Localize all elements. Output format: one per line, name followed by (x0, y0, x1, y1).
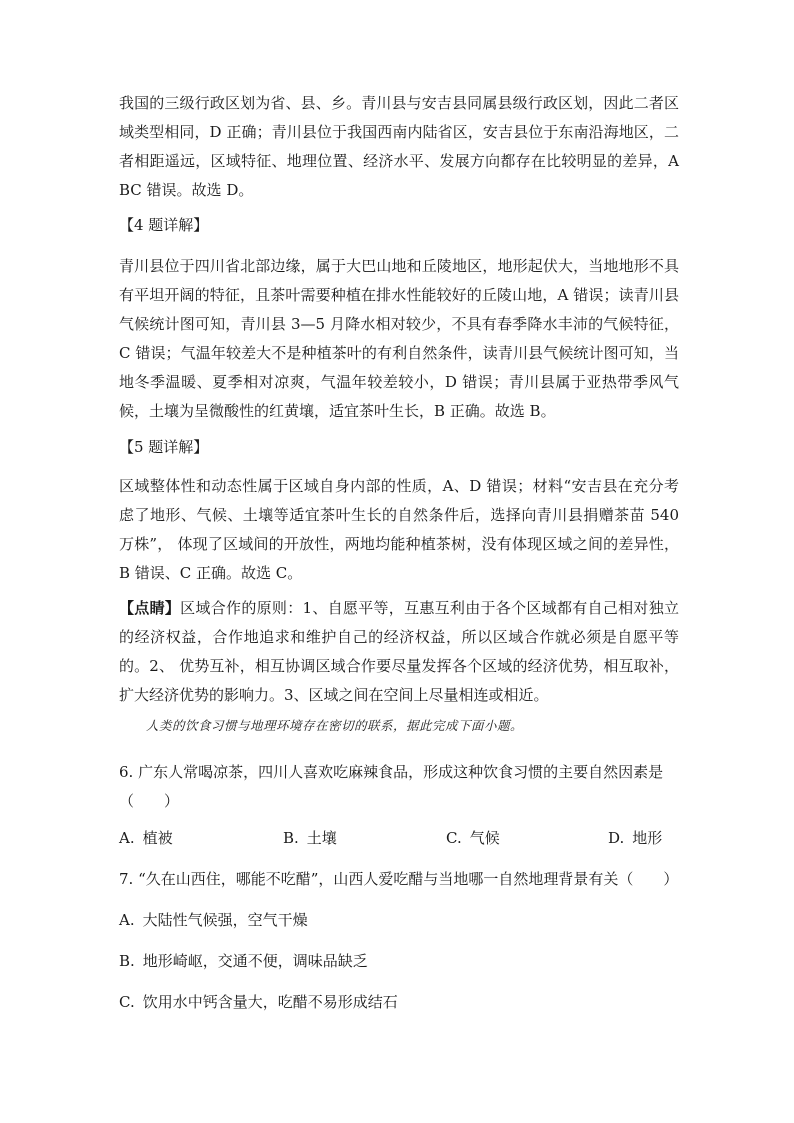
q6-option-b (283, 824, 337, 853)
q6-option-c-text: 气候 (469, 829, 500, 847)
q6-option-d (608, 824, 662, 853)
question-7-stem: 7. “久在山西住，哪能不吃醋”，山西人爱吃醋与当地哪一自然地理背景有关（ ） (119, 870, 679, 888)
q7-option-c (119, 988, 398, 1017)
tip-text: 区域合作的原则：1、自愿平等，互惠互利由于各个区域都有自己相对独立的经济权益，合作地追求和维护自己的经济权益，所以区域合作就必须是自愿平等的。2、 优势互补，相互协调区域合作要尽量发挥各个区域的经济优势，相互取补，扩大经济优势的影响力。3、区域之间在空间上尽量相连或相近。 (119, 599, 679, 704)
question-6-stem: 6. 广东人常喝凉茶，四川人喜欢吃麻辣食品，形成这种饮食习惯的主要自然因素是（ ） (119, 763, 664, 810)
q6-option-d-letter: D. (608, 829, 625, 847)
answer-paragraph-q5: 区域整体性和动态性属于区域自身内部的性质，A、D 错误；材料“安吉县在充分考虑了地形、气候、土壤等适宜茶叶生长的自然条件后，选择向青川县捐赠茶苗 540 万株”， 体现了区域间的开放性，两地均能种植茶树，没有体现区域之间的差异性，B 错误、C 正确。故选 C。 (119, 477, 679, 582)
q7-option-b-text: 地形崎岖，交通不便，调味品缺乏 (142, 952, 368, 970)
q6-option-b-letter: B. (283, 829, 299, 847)
answer-paragraph-q4: 青川县位于四川省北部边缘，属于大巴山地和丘陵地区，地形起伏大，当地地形不具有平坦开阔的特征，且茶叶需要种植在排水性能较好的丘陵山地，A 错误；读青川县气候统计图可知，青川县 3—5 月降水相对较少，不具有春季降水丰沛的气候特征，C 错误；气温年较差大不是种植茶叶的有利自然条件，读青川县气候统计图可知，当地冬季温暖、夏季相对凉爽，气温年较差较小，D 错误；青川县属于亚热带季风气候，土壤为呈微酸性的红黄壤，适宜茶叶生长，B 正确。故选 B。 (119, 257, 679, 420)
q6-option-a-text: 植被 (142, 829, 173, 847)
section-heading-q5: 【5 题详解】 (119, 438, 209, 456)
q7-option-b-letter: B. (119, 952, 135, 970)
q7-option-c-text: 饮用水中钙含量大，吃醋不易形成结石 (142, 993, 398, 1011)
q6-option-c (446, 824, 500, 853)
q7-option-a-letter: A. (119, 911, 135, 929)
tip-paragraph (119, 594, 679, 710)
answer-paragraph-q3: 我国的三级行政区划为省、县、乡。青川县与安吉县同属县级行政区划，因此二者区域类型相同，D 正确；青川县位于我国西南内陆省区，安吉县位于东南沿海地区，二者相距遥远，区域特征、地理位置、经济水平、发展方向都存在比较明显的差异，ABC 错误。故选 D。 (119, 94, 679, 199)
q6-option-d-text: 地形 (632, 829, 663, 847)
question-group-intro: 人类的饮食习惯与地理环境存在密切的联系，据此完成下面小题。 (146, 718, 524, 733)
section-heading-q4: 【4 题详解】 (119, 216, 209, 234)
q7-option-a-text: 大陆性气候强，空气干燥 (142, 911, 308, 929)
q7-option-a (119, 906, 308, 935)
q6-option-c-letter: C. (446, 829, 462, 847)
q6-option-a-letter: A. (119, 829, 135, 847)
tip-label: 【点睛】 (119, 599, 181, 617)
q6-option-b-text: 土壤 (306, 829, 337, 847)
q6-option-a (119, 824, 173, 853)
q7-option-b (119, 947, 368, 976)
q7-option-c-letter: C. (119, 993, 135, 1011)
